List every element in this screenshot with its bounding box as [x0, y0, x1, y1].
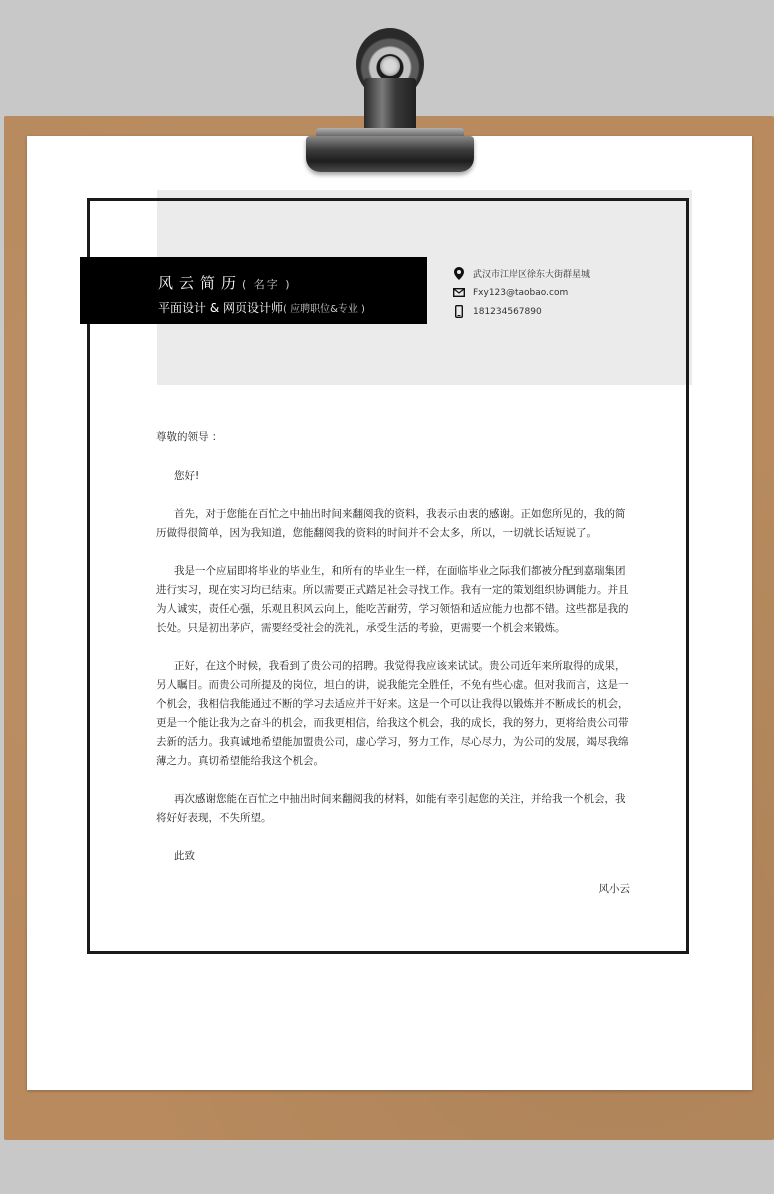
letter-closing: 此致 [174, 850, 195, 862]
letter-paragraph: 我是一个应届即将毕业的毕业生，和所有的毕业生一样，在面临毕业之际我们都被分配到嘉瑞集团进行实习，现在实习均已结束。所以需要正式踏足社会寻找工作。我有一定的策划组织协调能力。并且为人诚实，责任心强，乐观且积风云向上，能吃苦耐劳，学习领悟和适应能力也都不错。这些都是我的长处。只是初出茅庐，需要经受社会的洗礼，承受生活的考验，更需要一个机会来锻炼。 [156, 565, 629, 634]
job-position: 平面设计 & 网页设计师 [158, 301, 283, 315]
letter-signature: 风小云 [598, 883, 630, 895]
resume-title [158, 272, 292, 293]
job-position-note: ( 应聘职位&专业 ) [283, 304, 365, 315]
cover-letter [156, 428, 632, 899]
letter-salutation: 尊敬的领导 ： [156, 431, 223, 443]
resume-name: 风云简历 [158, 274, 243, 292]
contact-address: 武汉市江岸区徐东大街群星城 [473, 270, 591, 280]
contact-email[interactable]: Fxy123@taobao.com [473, 287, 569, 298]
letter-paragraph: 再次感谢您能在百忙之中抽出时间来翻阅我的材料，如能有幸引起您的关注，并给我一个机会，我将好好表现，不失所望。 [156, 793, 626, 824]
contact-phone-row [452, 302, 682, 321]
contact-address-row [452, 264, 682, 283]
clip-hole [380, 56, 400, 76]
mobile-phone-icon [452, 305, 466, 318]
location-pin-icon [452, 267, 466, 280]
job-title [158, 299, 365, 316]
title-banner [80, 257, 427, 324]
binder-clip [306, 136, 474, 172]
contact-phone: 181234567890 [473, 306, 542, 317]
letter-greeting: 您好! [174, 470, 200, 482]
letter-paragraph: 首先，对于您能在百忙之中抽出时间来翻阅我的资料，我表示由衷的感谢。正如您所见的，我的简历做得很简单，因为我知道，您能翻阅我的资料的时间并不会太多，所以，一切就长话短说了。 [156, 508, 626, 539]
letter-paragraph: 正好，在这个时候，我看到了贵公司的招聘。我觉得我应该来试试。贵公司近年来所取得的成果，另人瞩目。而贵公司所提及的岗位，坦白的讲，说我能完全胜任，不免有些心虚。但对我而言，这是一个机会，我相信我能通过不断的学习去适应并干好来。这是一个可以让我得以锻炼并不断成长的机会，更是一个能让我为之奋斗的机会，而我更相信，给我这个机会，我的成长，我的努力，更将给贵公司带去新的活力。我真诚地希望能加盟贵公司，虚心学习，努力工作，尽心尽力，为公司的发展，竭尽我绵薄之力。真切希望能给我这个机会。 [156, 660, 629, 767]
contact-info [452, 264, 682, 321]
resume-name-note: ( 名字 ) [242, 278, 292, 291]
mail-icon [452, 288, 466, 297]
contact-email-row [452, 283, 682, 302]
